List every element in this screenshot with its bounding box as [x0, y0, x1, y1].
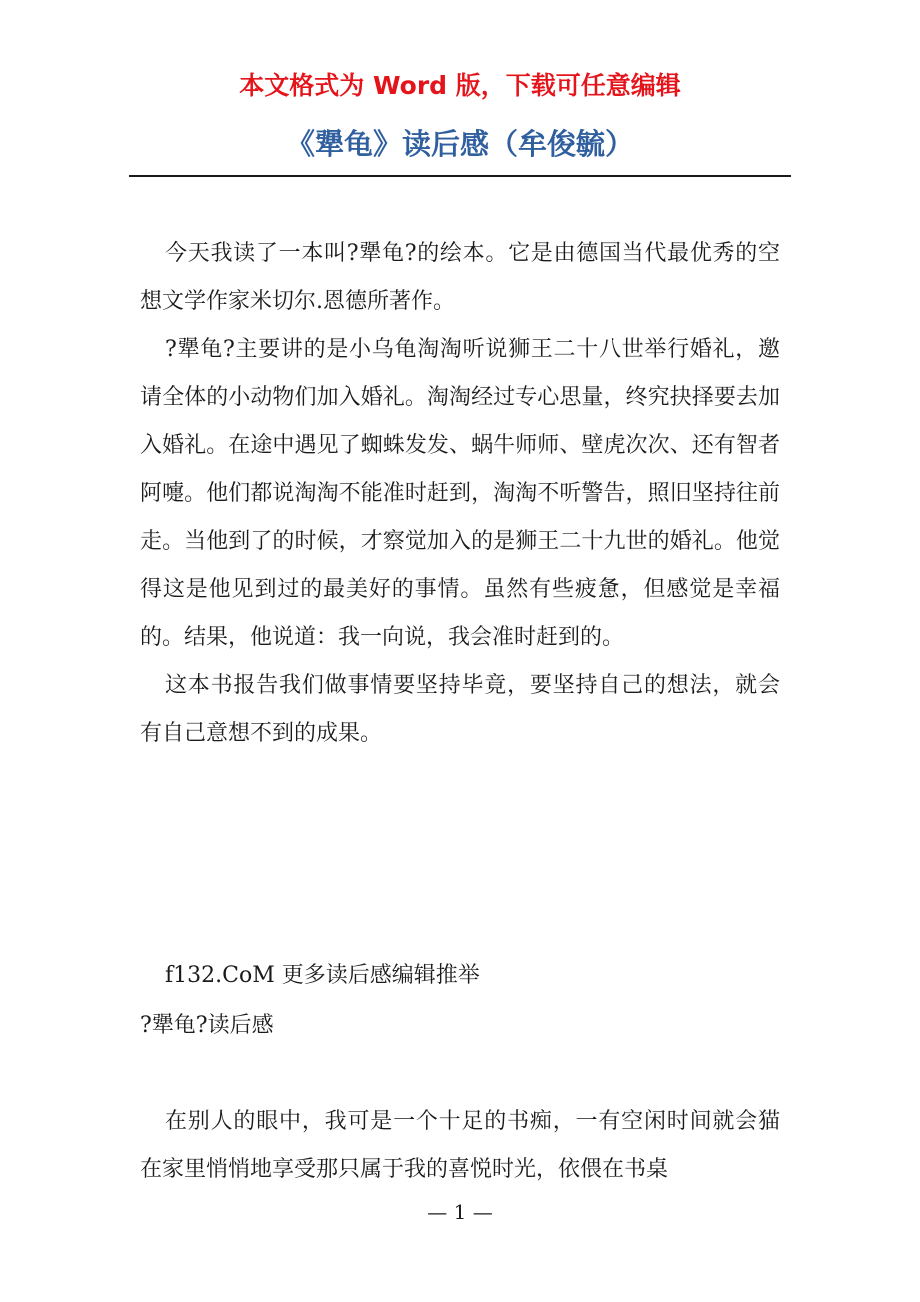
- document-title: 《犟龟》读后感（牟俊毓）: [285, 127, 634, 161]
- format-banner: 本文格式为 Word 版，下载可任意编辑: [239, 71, 681, 100]
- paragraph-conclusion: 这本书报告我们做事情要坚持毕竟，要坚持自己的想法，就会有自己意想不到的成果。: [140, 673, 780, 746]
- article-body: [140, 230, 780, 758]
- related-site-line: f132.CoM 更多读后感编辑推举: [165, 963, 480, 988]
- related-article-link[interactable]: ?犟龟?读后感: [140, 1013, 274, 1038]
- page-number: — 1 —: [427, 1200, 493, 1224]
- paragraph-intro: 今天我读了一本叫?犟龟?的绘本。它是由德国当代最优秀的空想文学作家米切尔.恩德所著作。: [140, 241, 780, 314]
- second-article-body: [140, 1098, 780, 1194]
- paragraph-summary: ?犟龟?主要讲的是小乌龟淘淘听说狮王二十八世举行婚礼，邀请全体的小动物们加入婚礼。淘淘经过专心思量，终究抉择要去加入婚礼。在途中遇见了蜘蛛发发、蜗牛师师、壁虎次次、还有智者阿嚏。他们都说淘淘不能准时赶到，淘淘不听警告，照旧坚持往前走。当他到了的时候，才察觉加入的是狮王二十九世的婚礼。他觉得这是他见到过的最美好的事情。虽然有些疲惫，但感觉是幸福的。结果，他说道：我一向说，我会准时赶到的。: [140, 337, 780, 650]
- paragraph-second-intro: 在别人的眼中，我可是一个十足的书痴，一有空闲时间就会猫在家里悄悄地享受那只属于我的喜悦时光，依偎在书桌: [140, 1109, 780, 1182]
- title-divider: [129, 175, 791, 177]
